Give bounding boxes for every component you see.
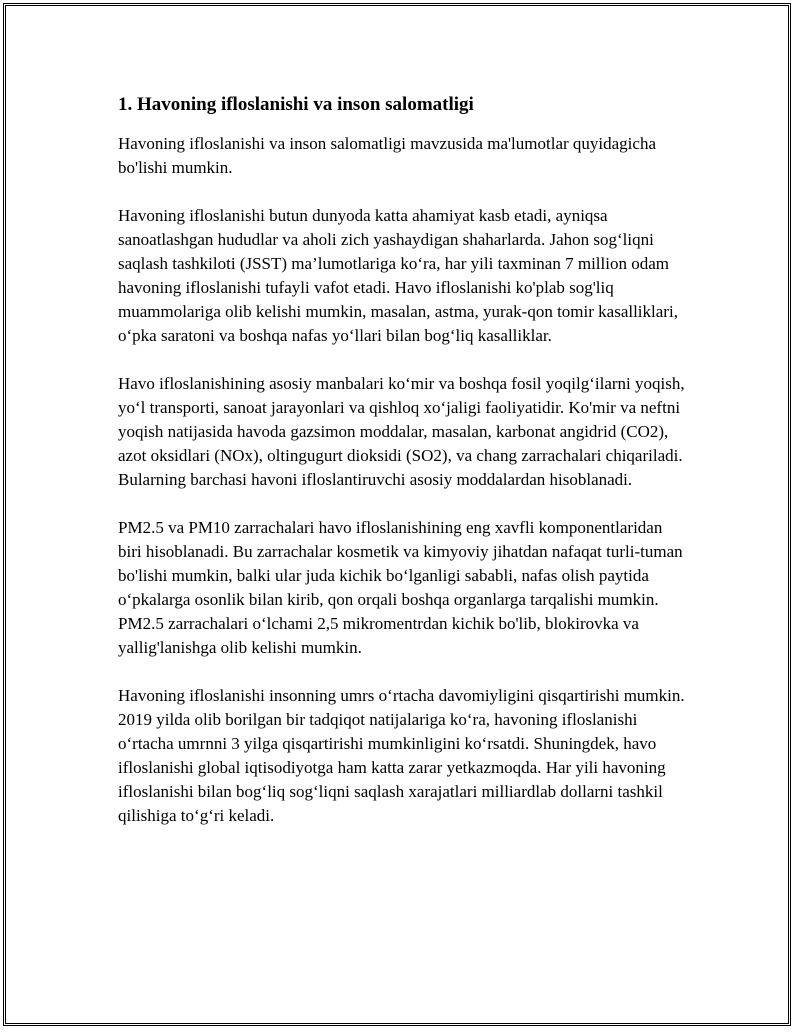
- paragraph-life-expectancy: Havoning ifloslanishi insonning umrs o‘rtacha davomiyligini qisqartirishi mumkin. 2019 yilda olib borilgan bir tadqiqot natijalariga ko‘ra, havoning ifloslanishi o‘rtacha umrnni 3 yilga qisqartirishi mumkinligini ko‘rsatdi. Shuningdek, havo ifloslanishi global iqtisodiyotga ham katta zarar yetkazmoqda. Har yili havoning ifloslanishi bilan bog‘liq sog‘liqni saqlash xarajatlari milliardlab dollarni tashkil qilishiga to‘g‘ri keladi.: [118, 686, 685, 825]
- paragraph-particulates: PM2.5 va PM10 zarrachalari havo ifloslanishining eng xavfli komponentlaridan biri hisoblanadi. Bu zarrachalar kosmetik va kimyoviy jihatdan nafaqat turli-tuman bo'lishi mumkin, balki ular juda kichik bo‘lganligi sababli, nafas olish paytida o‘pkalarga osonlik bilan kirib, qon orqali boshqa organlarga tarqalishi mumkin. PM2.5 zarrachalari o‘lchami 2,5 mikromentrdan kichik bo'lib, blokirovka va yallig'lanishga olib kelishi mumkin.: [118, 518, 683, 657]
- paragraph-global-impact: Havoning ifloslanishi butun dunyoda katta ahamiyat kasb etadi, ayniqsa sanoatlashgan hududlar va aholi zich yashaydigan shaharlarda. Jahon sog‘liqni saqlash tashkiloti (JSST) ma’lumotlariga ko‘ra, har yili taxminan 7 million odam havoning ifloslanishi tufayli vafot etadi. Havo ifloslanishi ko'plab sog'liq muammolariga olib kelishi mumkin, masalan, astma, yurak-qon tomir kasalliklari, o‘pka saratoni va boshqa nafas yo‘llari bilan bog‘liq kasalliklar.: [118, 206, 678, 345]
- paragraph-sources: Havo ifloslanishining asosiy manbalari ko‘mir va boshqa fosil yoqilg‘ilarni yoqish, yo‘l transporti, sanoat jarayonlari va qishloq xo‘jaligi faoliyatidir. Ko'mir va neftni yoqish natijasida havoda gazsimon moddalar, masalan, karbonat angidrid (CO2), azot oksidlari (NOx), oltingugurt dioksidi (SO2), va chang zarrachalari chiqariladi. Bularning barchasi havoni ifloslantiruvchi asosiy moddalardan hisoblanadi.: [118, 374, 685, 489]
- document-body: [118, 92, 690, 852]
- section-heading: 1. Havoning ifloslanishi va inson salomatligi: [118, 94, 474, 115]
- paragraph-intro: Havoning ifloslanishi va inson salomatligi mavzusida ma'lumotlar quyidagicha bo'lishi mumkin.: [118, 134, 656, 177]
